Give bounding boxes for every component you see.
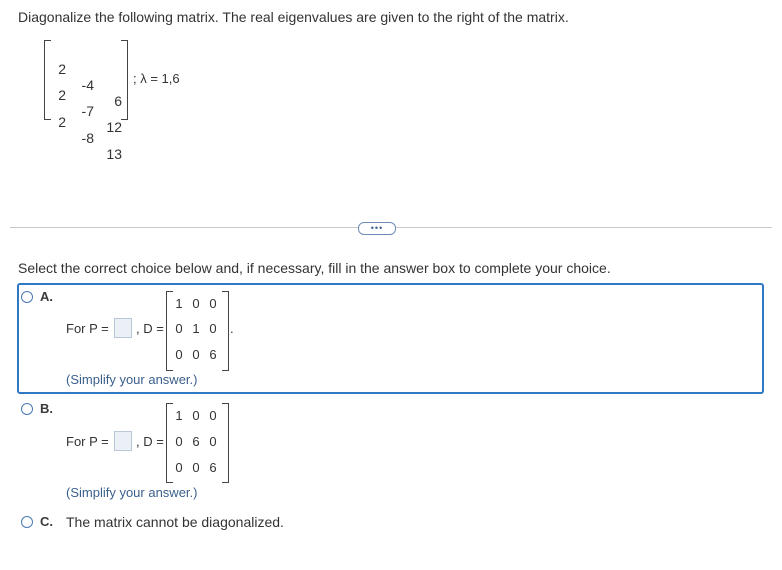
d-cell: 0 [192, 347, 200, 362]
d-cell: 0 [209, 408, 217, 423]
d-cell: 0 [209, 296, 217, 311]
d-cell: 0 [175, 321, 183, 336]
matrix-cell: 13 [106, 146, 122, 162]
choice-a-letter: A. [40, 289, 53, 304]
choice-a-radio[interactable] [21, 291, 33, 303]
end-period: . [230, 321, 234, 336]
d-cell: 0 [209, 434, 217, 449]
matrix-cell: 2 [58, 114, 66, 130]
d-matrix-right-bracket [222, 403, 229, 483]
d-cell: 6 [192, 434, 200, 449]
matrix-cell: 2 [58, 61, 66, 77]
p-answer-box[interactable] [114, 431, 132, 451]
d-cell: 1 [175, 296, 183, 311]
instruction-text: Select the correct choice below and, if necessary, fill in the answer box to complete your choice. [18, 260, 611, 276]
simplify-note: (Simplify your answer.) [66, 485, 198, 500]
d-cell: 0 [192, 460, 200, 475]
choice-c-text: The matrix cannot be diagonalized. [66, 514, 284, 530]
d-cell: 6 [209, 460, 217, 475]
matrix-cell: 12 [106, 119, 122, 135]
matrix-cell: -7 [81, 103, 94, 119]
for-p-label: For P = [66, 321, 109, 336]
eigenvalues-label: ; λ = 1,6 [133, 71, 180, 86]
d-cell: 0 [192, 296, 200, 311]
p-answer-box[interactable] [114, 318, 132, 338]
simplify-note: (Simplify your answer.) [66, 372, 198, 387]
matrix-right-bracket [121, 40, 128, 120]
d-cell: 0 [209, 321, 217, 336]
choice-b-radio[interactable] [21, 403, 33, 415]
more-button[interactable]: ••• [358, 222, 396, 235]
matrix-cell: 2 [58, 87, 66, 103]
d-cell: 1 [192, 321, 200, 336]
d-cell: 0 [175, 434, 183, 449]
d-cell: 0 [175, 347, 183, 362]
for-p-label: For P = [66, 434, 109, 449]
d-equals-label: , D = [136, 321, 164, 336]
d-cell: 6 [209, 347, 217, 362]
matrix-left-bracket [44, 40, 51, 120]
d-cell: 0 [175, 460, 183, 475]
choice-b-letter: B. [40, 401, 53, 416]
d-matrix-right-bracket [222, 291, 229, 371]
choice-c-letter: C. [40, 514, 53, 529]
matrix-cell: -8 [81, 130, 94, 146]
question-text: Diagonalize the following matrix. The real eigenvalues are given to the right of the matrix. [18, 9, 569, 25]
matrix-cell: -4 [81, 77, 94, 93]
matrix-cell: 6 [114, 93, 122, 109]
d-equals-label: , D = [136, 434, 164, 449]
choice-c-radio[interactable] [21, 516, 33, 528]
d-cell: 0 [192, 408, 200, 423]
d-cell: 1 [175, 408, 183, 423]
